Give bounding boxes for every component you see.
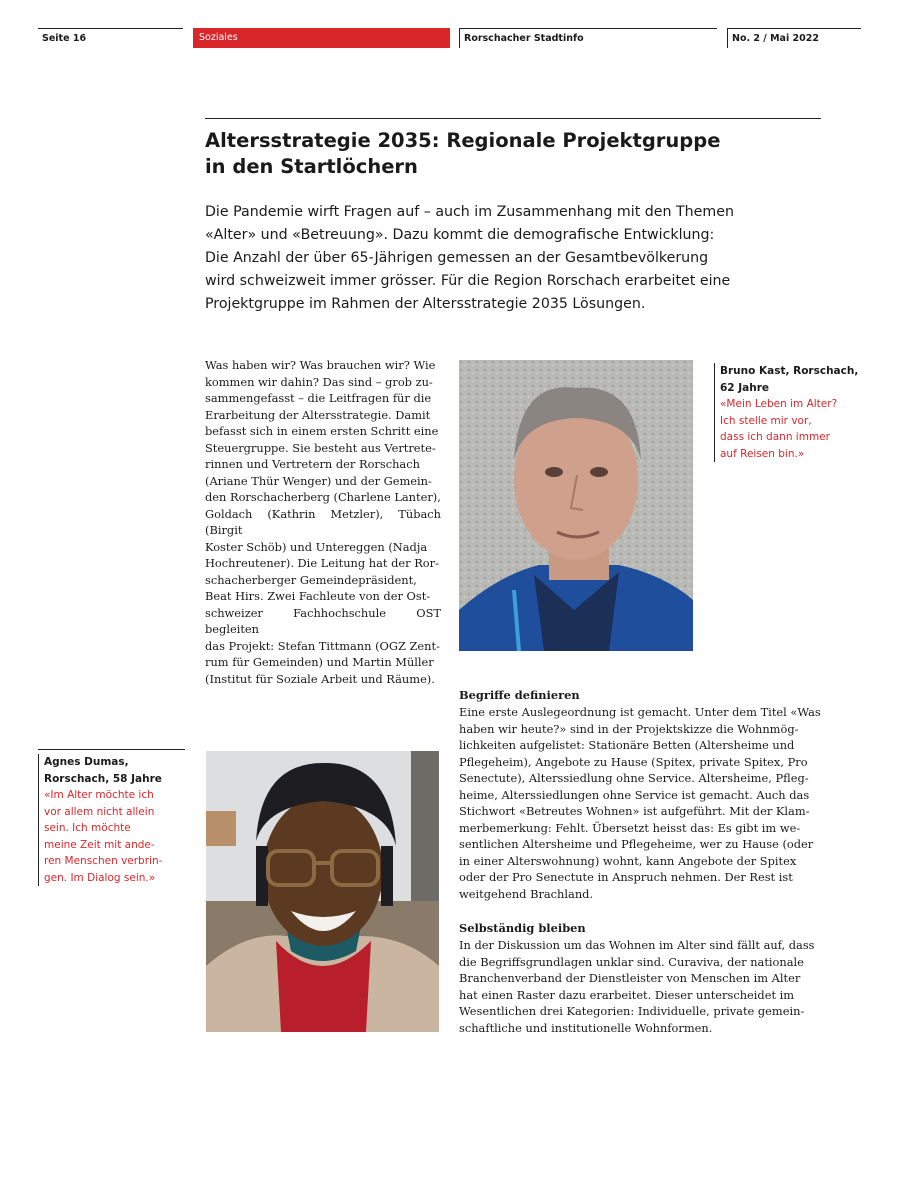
intro-column: Was haben wir? Was brauchen wir? Wie kommen wir dahin? Das sind – grob zu- sammengefasst – die Leitfragen für die Erarbeitung der Altersstrategie. Damit befasst sich in einem ersten Schritt eine Steuergruppe. Sie besteht aus Vertrete- rinnen und Vertretern der Rorschach (Ariane Thür Wenger) und der Gemein- den Rorschacherberg (Charlene Lanter), Goldach (Kathrin Metzler), Tübach (Birgit Koster Schöb) und Untereggen (Nadja Hochreutener). Die Leitung hat der Ror- schacherberger Gemeindepräsident, Beat Hirs. Zwei Fachleute von der Ost- schweizer Fachhochschule OST begleiten das Projekt: Stefan Tittmann (OGZ Zent- rum für Gemeinden) und Martin Müller (Institut für Soziale Arbeit und Räume). (205, 358, 441, 686)
issue-label: No. 2 / Mai 2022 (727, 28, 861, 48)
caption-bruno-kast: Bruno Kast, Rorschach, 62 Jahre «Mein Leben im Alter? Ich stelle mir vor, dass ich dann immer auf Reisen bin.» (714, 363, 864, 462)
publication-name: Rorschacher Stadtinfo (459, 28, 717, 48)
page-number: Seite 16 (38, 28, 183, 48)
article-title: Altersstrategie 2035: Regionale Projektgruppe in den Startlöchern (205, 129, 721, 178)
subheading-begriffe: Begriffe definieren (459, 688, 580, 702)
section-label: Soziales (193, 28, 450, 48)
title-rule (205, 118, 821, 119)
article-lead: Die Pandemie wirft Fragen auf – auch im Zusammenhang mit den Themen «Alter» und «Betreuung». Dazu kommt die demografische Entwicklung: Die Anzahl der über 65-Jährigen gemessen an der Gesamtbevölkerung wird schweizweit immer grösser. Für die Region Rorschach erarbeitet eine Projektgruppe im Rahmen der Altersstrategie 2035 Lösungen. (205, 204, 734, 312)
photo-bruno-kast (459, 360, 693, 651)
section-begriffe: Eine erste Auslegeordnung ist gemacht. Unter dem Titel «Was haben wir heute?» sind in der Projektskizze die Wohnmög- lichkeiten aufgelistet: Stationäre Betten (Altersheime und Pflegeheim), Angebote zu Hause (Spitex, private Spitex, Pro Senectute), Alterssiedlung ohne Service. Altersheime, Pfleg- heime, Alterssiedlungen ohne Service ist gemacht. Auch das Stichwort «Betreutes Wohnen» ist aufgeführt. Mit der Klam- merbemerkung: Fehlt. Übersetzt heisst das: Es gibt im we- sentlichen Altersheime und Pflegeheime, wer zu Hause (oder in einer Alterswohnung) wohnt, kann Angebote der Spitex oder der Pro Senectute in Anspruch nehmen. Der Rest ist weitgehend Brachland. (459, 705, 821, 901)
subheading-selbstaendig: Selbständig bleiben (459, 921, 586, 935)
caption-agnes-dumas: Agnes Dumas, Rorschach, 58 Jahre «Im Alter möchte ich vor allem nicht allein sein. Ich möchte meine Zeit mit ande- ren Menschen verbrin- gen. Im Dialog sein.» (38, 754, 188, 886)
section-selbstaendig: In der Diskussion um das Wohnen im Alter sind fällt auf, dass die Begriffsgrundlagen unklar sind. Curaviva, der nationale Branchenverband der Dienstleister von Menschen im Alter hat einen Raster dazu erarbeitet. Dieser unterscheidet im Wesentlichen drei Kategorien: Individuelle, private gemein- schaftliche und institutionelle Wohnformen. (459, 938, 815, 1035)
photo-agnes-dumas (206, 751, 439, 1032)
caption-rule-agnes (38, 749, 185, 750)
